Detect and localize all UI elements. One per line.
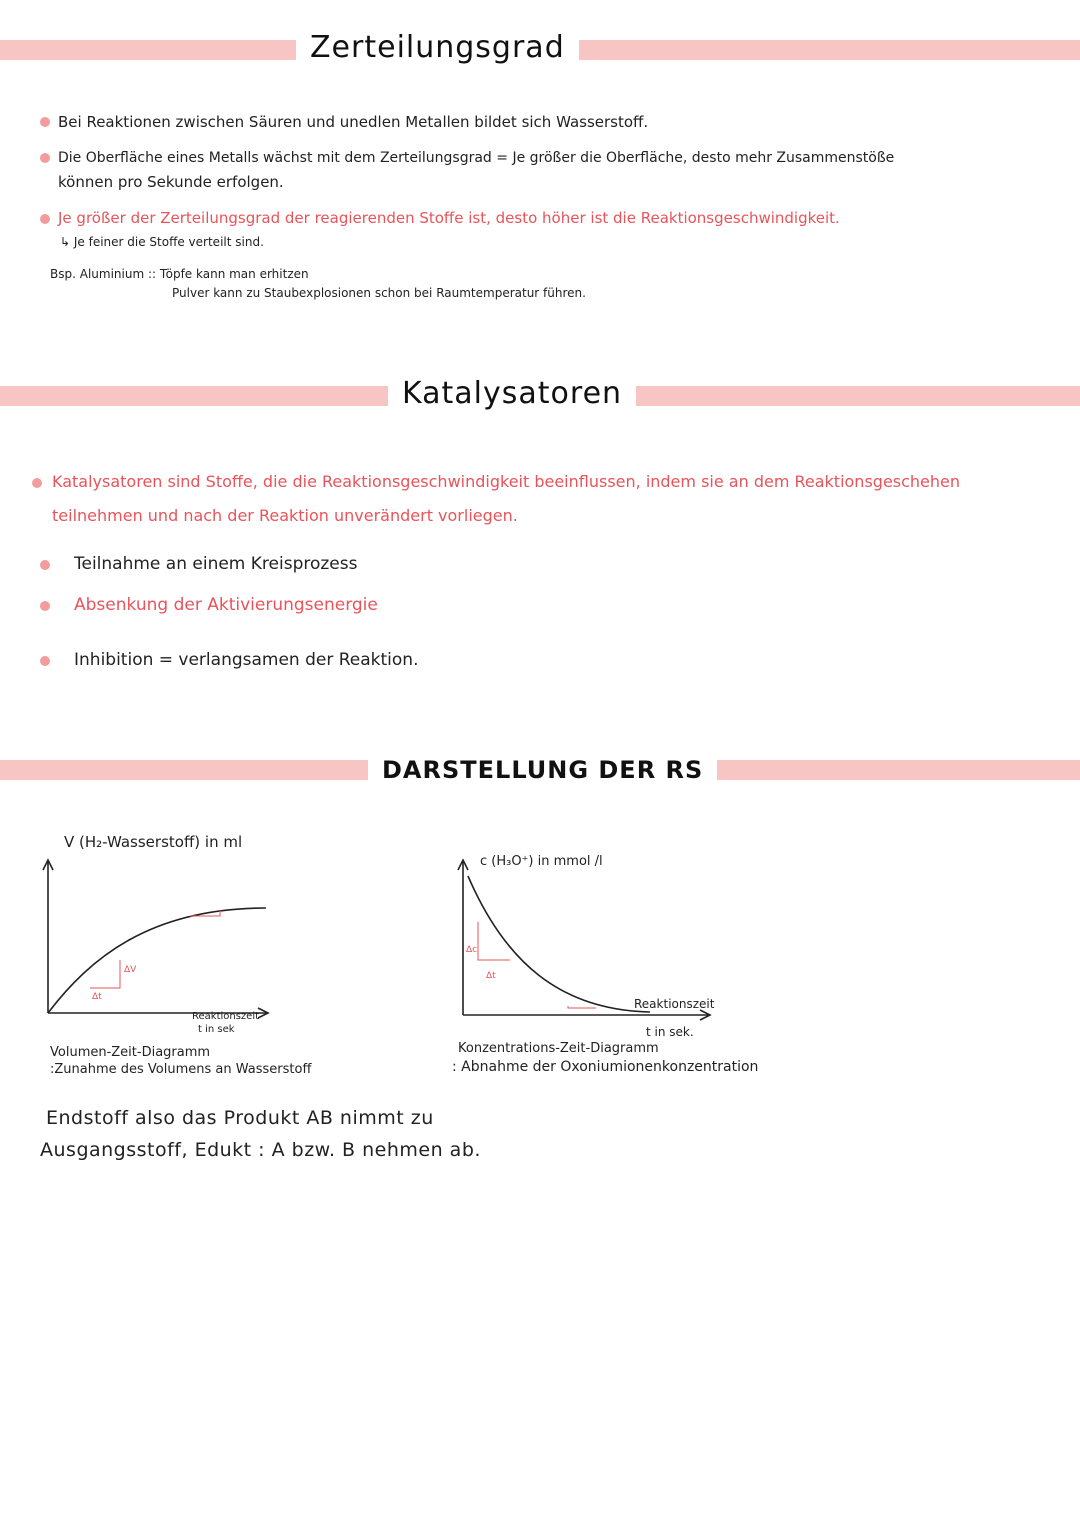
bullet-dot (40, 656, 50, 666)
definition-line-2: teilnehmen und nach der Reaktion unverändert vorliegen. (52, 506, 518, 525)
graph2-y-label: c (H₃O⁺) in mmol /l (480, 854, 603, 869)
bullet-dot (40, 153, 50, 163)
graph1-caption-1: Volumen-Zeit-Diagramm (50, 1045, 211, 1060)
definition-line-1: Katalysatoren sind Stoffe, die die Reaktionsgeschwindigkeit beeinflussen, indem sie an dem Reaktionsgeschehen (52, 472, 961, 491)
example-line-2: Pulver kann zu Staubexplosionen schon bei Raumtemperatur führen. (172, 286, 586, 300)
bullet-dot (40, 601, 50, 611)
graph2-delta-t: Δt (486, 971, 496, 981)
graph1-caption-2: :Zunahme des Volumens an Wasserstoff (50, 1062, 312, 1077)
section-title-zerteilungsgrad: Zerteilungsgrad (296, 28, 579, 68)
katalysator-bullet-2: Absenkung der Aktivierungsenergie (74, 595, 378, 615)
katalysator-bullet-1: Teilnahme an einem Kreisprozess (74, 554, 358, 574)
graph1-volume-time-chart (30, 848, 290, 1028)
bullet-dot (32, 478, 42, 488)
section-title-katalysatoren: Katalysatoren (388, 374, 636, 414)
bullet-note-3: ↳ Je feiner die Stoffe verteilt sind. (60, 235, 264, 249)
bullet-text-1: Bei Reaktionen zwischen Säuren und unedlen Metallen bildet sich Wasserstoff. (58, 113, 649, 131)
bullet-text-2a: Die Oberfläche eines Metalls wächst mit dem Zerteilungsgrad = Je größer die Oberfläche, desto mehr Zusammenstöße (58, 150, 895, 166)
graph2-x-label-2: t in sek. (646, 1025, 694, 1039)
graph2-delta-triangle-2 (568, 1006, 596, 1008)
bullet-dot (40, 214, 50, 224)
graph1-y-label: V (H₂-Wasserstoff) in ml (64, 833, 243, 851)
bullet-dot (40, 117, 50, 127)
graph2-caption-2: : Abnahme der Oxoniumionenkonzentration (452, 1059, 759, 1075)
section-title-darstellung: DARSTELLUNG DER RS (368, 750, 717, 790)
graph2-curve (468, 876, 650, 1012)
graph2-caption-1: Konzentrations-Zeit-Diagramm (458, 1041, 659, 1056)
bullet-text-3: Je größer der Zerteilungsgrad der reagierenden Stoffe ist, desto höher ist die Reaktionsgeschwindigkeit. (58, 209, 840, 227)
bullet-text-2b: können pro Sekunde erfolgen. (58, 173, 284, 191)
graph1-delta-t: Δt (92, 992, 102, 1002)
graph1-x-label-1: Reaktionszeit (192, 1011, 260, 1022)
graph2-x-label-1: Reaktionszeit (634, 997, 715, 1011)
graph1-x-label-2: t in sek (198, 1024, 235, 1035)
note-line-1: Endstoff also das Produkt AB nimmt zu (46, 1107, 434, 1129)
graph1-curve (48, 908, 266, 1013)
note-line-2: Ausgangsstoff, Edukt : A bzw. B nehmen ab. (40, 1139, 481, 1161)
katalysator-bullet-3: Inhibition = verlangsamen der Reaktion. (74, 650, 419, 670)
graph2-delta-c: Δc (466, 945, 478, 955)
graph1-delta-v: ΔV (124, 965, 137, 975)
example-line-1: Bsp. Aluminium :: Töpfe kann man erhitzen (50, 267, 309, 281)
bullet-dot (40, 560, 50, 570)
